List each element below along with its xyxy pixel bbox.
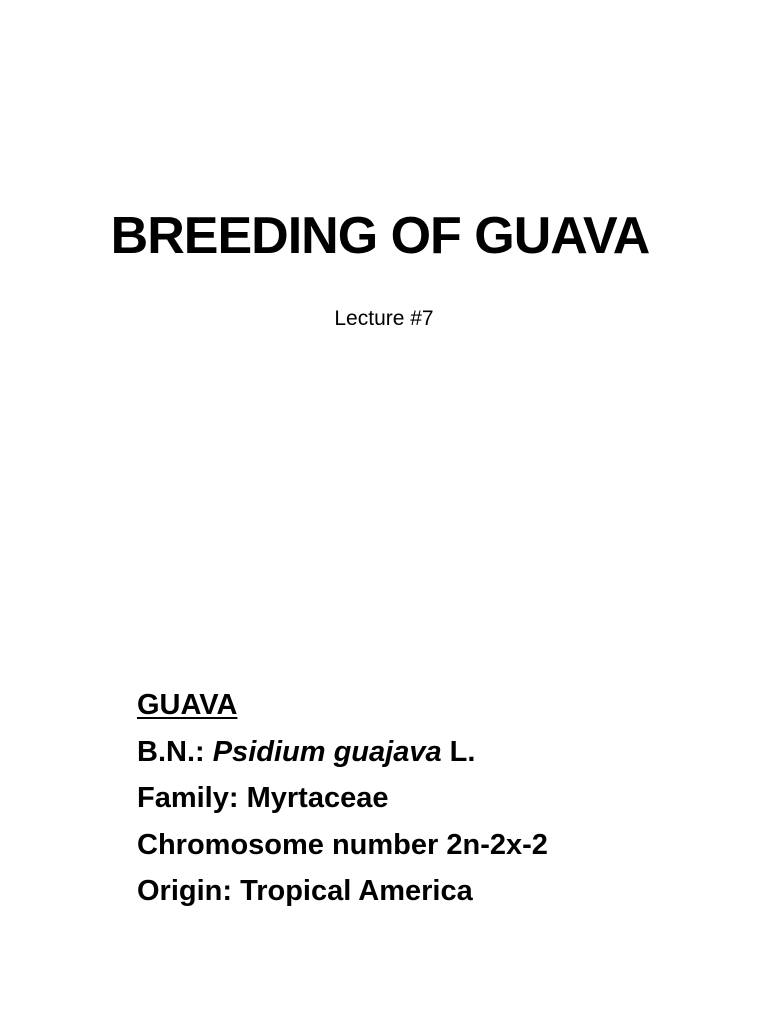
botanical-name-line [137,729,737,776]
botanical-name-author: L. [441,735,476,768]
info-slide [0,540,768,1024]
lecture-subtitle: Lecture #7 [334,307,434,330]
botanical-name-species: Psidium guajava [212,735,442,768]
family-line: Family: Myrtaceae [137,782,389,814]
origin-line: Origin: Tropical America [137,875,473,907]
page-title: BREEDING OF GUAVA [110,207,650,265]
botanical-name-label: B.N.: [137,735,213,768]
guava-info-list [137,682,737,915]
chromosome-line: Chromosome number 2n-2x-2 [137,828,548,861]
guava-heading: GUAVA [137,689,238,721]
